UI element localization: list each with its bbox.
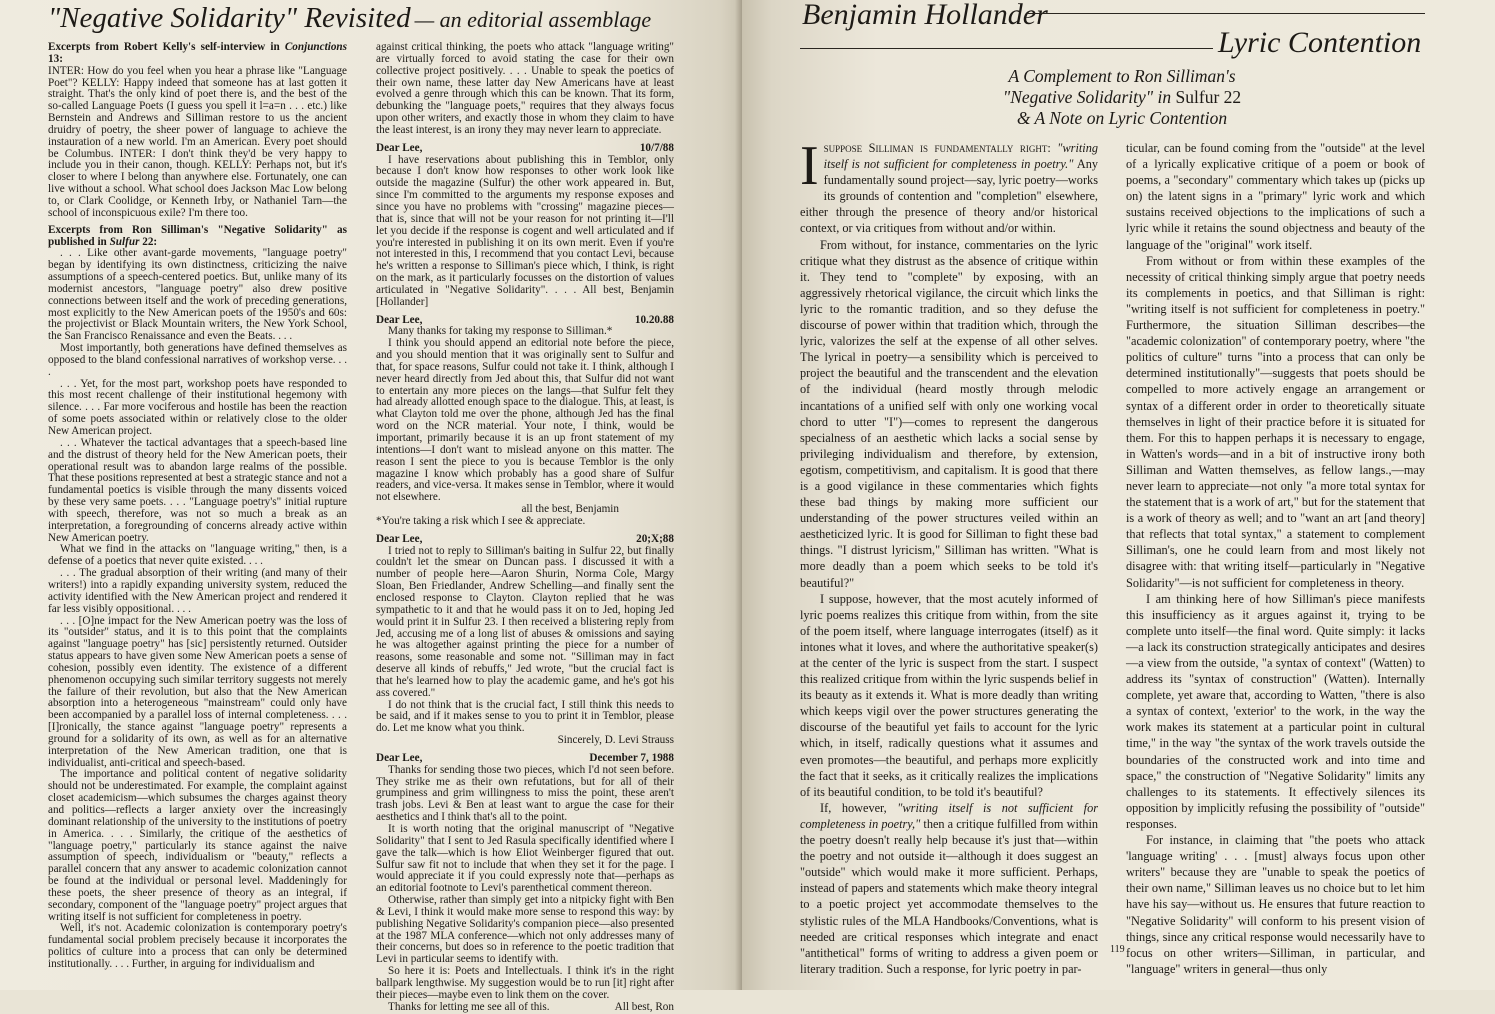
letter-1-header: [376, 143, 674, 155]
body-paragraph: I suppose, however, that the most acutely informed of lyric poems realizes this critique from within, from the site of the poem itself, where language interrogates (itself) as it intones what it loves, and where the authoritative speaker(s) at the center of the lyric is suspect from the start. I suspect this realized critique from within the lyric suspends belief in its beauty as it extends it. What is more deadly than writing which keeps vigil over the power structures generating the discourse of the beautiful yet fails to account for the lyric which, in itself, radically questions what it assumes and even promotes—the beautiful, and perhaps more explicitly the fact that it seeks, as it critically realizes the implications of its beautiful condition, to be told it's beautiful?: [800, 591, 1098, 799]
title-tail: — an editorial assemblage: [414, 7, 652, 32]
excerpt-paragraph: The importance and political content of negative solidarity should not be underestimated. For example, the complaint against closet academicism—which subsumes the charges against theory and politics—reflects a larger anxiety over the increasingly dominant relationship of the university to the institutions of poetry in America. . . . Similarly, the critique of the aesthetics of "language poetry," particularly its stance against the naive assumption of speech, individualism or "beauty," reflects a parallel concern that any answer to academic colonization cannot be found at the individual or personal level. Maddeningly for these poets, the sheer presence of theory as an integral, if secondary, component of the "language poetry" project argues that writing itself is not sufficient for completeness in poetry.: [48, 768, 347, 923]
title-rule: [800, 48, 1213, 49]
letter-body: I think you should append an editorial note before the piece, and you should mention that it was originally sent to Sulfur and that, for space reasons, Sulfur could not take it. I think, although I never heard directly from Jed about this, that Sulfur did not want to entertain any more pieces on the langs—that Sulfur felt they had already allotted enough space to the dialogue. This, at least, is what Clayton told me over the phone, although Jed has the final word on the NCR material. Your note, I think, would be important, primarily because it is an up front statement of my intentions—I don't want to mislead anyone on this matter. The reason I sent the piece to you is because Temblor is the only magazine I know which probably has a good share of Sulfur readers, and vice-versa. It makes sense in Temblor, where it would not elsewhere.: [376, 337, 674, 504]
letter-salutation: Dear Lee,: [376, 313, 423, 326]
letter-footnote: *You're taking a risk which I see & appreciate.: [376, 514, 586, 527]
letter-body: Thanks for sending those two pieces, which I'd not seen before. They strike me as their own refutations, but for all of their grumpiness and grim willingness to miss the point, these aren't trash jobs. Levi & Ben at least want to argue the case for their aesthetics and I think that's all to the point.: [376, 763, 674, 824]
letter-signature: Sincerely, D. Levi Strauss: [557, 734, 674, 747]
excerpt-paragraph: . . . The gradual absorption of their writing (and many of their writers!) into a rapidly expanding university system, reduced the activity identified with the New American project and rendered it far less visibly oppositional. . . .: [48, 567, 347, 615]
letter-body: It is worth noting that the original manuscript of "Negative Solidarity" that I sent to Jed Rasula specifically identified where I gave the talk—which is how Eliot Weinberger figured that out. Sulfur saw fit not to include that when they set it for the page. I would appreciate it if you could expressly note that—perhaps as an editorial footnote to Levi's parenthetical comment thereon.: [376, 823, 674, 895]
letter-body: I do not think that is the crucial fact, I still think this needs to be said, and if it makes sense to you to print it in Temblor, please do. Let me know what you think.: [376, 698, 674, 735]
editorial-title: [48, 2, 728, 34]
excerpt-paragraph: Well, it's not. Academic colonization is contemporary poetry's fundamental social problem precisely because it incorporates the politics of culture into a process that can only be determined institutionally. . . . Further, in arguing for individualism and: [48, 922, 347, 970]
letter-body: Many thanks for taking my response to Silliman.*: [388, 325, 613, 338]
right-column-2: [1126, 140, 1425, 977]
title-rule: [1027, 13, 1425, 14]
author-name: Benjamin Hollander: [802, 0, 1048, 31]
right-page: [742, 0, 1495, 990]
letter-signature: all the best, Benjamin: [521, 503, 619, 516]
body-paragraph: From without or from within these examples of the necessity of critical thinking simply argue that poetry needs its complements in poetics, and that Silliman is right: "writing itself is not sufficient for completeness in poetry." Furthermore, the situation Silliman describes—the "academic colonization" of contemporary poetry, where "the politics of culture" turns "into a process that can only be determined institutionally"—suggests that poets should be compelled to more actively engage an arrangement or syntax of a different order in order to theoretically situate themselves in light of their practice before it is situated for them. For this to happen perhaps it is necessary to engage, in Watten's words—and in a bit of instructive irony both Silliman and Watten themselves, as fellow langs.,—may never learn to appreciate—not only "a more total syntax for the statement that is a work of art," but for the statement that is a work of theory as well; and to "want an art [and theory] that reflects that total syntax," a statement to complement Silliman's, one he could learn from and most likely not disagree with: that writing itself—particularly in "Negative Solidarity"—is not sufficient for completeness in theory.: [1126, 253, 1425, 590]
body-paragraph: From without, for instance, commentaries on the lyric critique what they distrust as the absence of critique within it. They tend to "complete" by exposing, with an aggressively rhetorical vigilance, the circuit which links the lyric to the romantic tradition, and so they defuse the discourse of power within that tradition which, through the lyric, valorizes the self at the expense of all other selves. The lyrical in poetry—a sensibility which is perceived to project the beautiful and the transcendent and the elevation of the individual (heard mostly through melodic incantations of a unified self with only one working vocal chord to utter "I")—comes to represent the dangerous specialness of an aesthetic which lacks a social sense by privileging individualism and therefore, by extension, egotism, competitivism, and capitalism. It is good that there is a good vigilance in these commentaries which fights these bad things by making more sufficient our understanding of the power structures veiled within an aestheticized lyric. It is good for Silliman to fight these bad things. "I distrust lyricism," Silliman has written. "What is more deadly than a poem which seeks to be told it's beautiful?": [800, 237, 1098, 590]
letter-body: Otherwise, rather than simply get into a nitpicky fight with Ben & Levi, I think it would make more sense to respond this way: by publishing Negative Solidarity's companion piece—also presented at the 1987 MLA conference—which not only addresses many of their concerns, but does so in reference to the poetic tradition that Levi in particular seems to identify with.: [376, 894, 674, 966]
kelly-heading: Excerpts from Robert Kelly's self-interview in Conjunctions 13:: [48, 41, 347, 65]
letter-date: 10.20.88: [634, 313, 674, 326]
letter-salutation: Dear Lee,: [376, 532, 423, 545]
left-column-2: [376, 42, 674, 1014]
article-title: Lyric Contention: [1218, 26, 1422, 59]
title-main: "Negative Solidarity" Revisited: [48, 2, 411, 34]
letter-salutation: Dear Lee,: [376, 751, 423, 764]
excerpt-paragraph: . . . [O]ne impact for the New American poetry was the loss of its "outsider" status, and it is to this point that the complaints against "language poetry" has [sic] persistently returned. Outsider status appears to have given some New American poets a sense of cohesion, possibly even identity. The existence of a different phenomenon occupying such similar territory suggests not merely the failure of their revolution, but also that the New American absorption into a heterogeneous "mainstream" could only have been accompanied by a parallel loss of internal completeness. . . . [I]ronically, the stance against "language poetry" represents a ground for a solidarity of its own, as well as for an alternative interpretation of the New American tradition, one that is individualist, anti-critical and speech-based.: [48, 614, 347, 769]
body-paragraph: Isuppose Silliman is fundamentally right: "writing itself is not sufficient for completeness in poetry." Any fundamentally sound project—say, lyric poetry—works its grounds of contention and "completion" elsewhere, either through the presence of theory and/or historical context, or via critiques from without and/or within.: [800, 135, 1098, 236]
letter-4-header: [376, 753, 674, 765]
letter-signature: All best, Ron: [614, 1000, 674, 1013]
excerpt-paragraph: Most importantly, both generations have defined themselves as opposed to the bland confessional narratives of workshop verse. . . .: [48, 342, 347, 378]
article-subtitle: A Complement to Ron Silliman's "Negative Solidarity" in Sulfur 22 & A Note on Lyric Contention: [1002, 66, 1242, 128]
letter-date: 10/7/88: [639, 141, 674, 154]
body-paragraph: I am thinking here of how Silliman's piece manifests this insufficiency as it argues against it, trying to be complete unto itself—the final word. Quite simply: it lacks—a lack its construction strategically anticipates and desires—a view from the outside, "a syntax of context" (Watten) to address its "syntax of construction" (Watten). Internally complete, yet aware that, according to Watten, "there is also a syntax of context, 'exterior' to the work, in the way the work makes its statement at a particular point in cultural time," in the way "the syntax of the work travels outside the boundaries of the constructed work and into time and space," the construction of "Negative Solidarity" limits any challenges to its statements. It effectively silences its opposition by implicitly refusing the possibility of "outside" responses.: [1126, 591, 1425, 831]
silliman-heading: Excerpts from Ron Silliman's "Negative Solidarity" as published in Sulfur 22:: [48, 223, 347, 248]
excerpt-paragraph: . . . Whatever the tactical advantages that a speech-based line and the distrust of theory held for the New American poets, their operational result was to abandon large realms of the possible. That these positions represented at best a strategic stance and not a fundamental poetics is visible through the many dissents voiced by these very same poets. . . . "Language poetry's" initial rupture with speech, therefore, was not so much a break as an interpretation, a foregrounding of concerns already active within New American poetry.: [48, 436, 347, 544]
body-paragraph: ticular, can be found coming from the "outside" at the level of a lyrically explicative critique of a poem or book of poems, a "secondary" commentary which takes up (picks up on) the latent signs in a "primary" lyric work and which sustains received objections to the implications of such a lyric while it retains the sound objectness and beauty of the language of the "original" work itself.: [1126, 141, 1425, 252]
letter-salutation: Dear Lee,: [376, 141, 423, 154]
excerpt-paragraph: . . . Like other avant-garde movements, "language poetry" began by identifying its own distinctness, criticizing the naive assumptions of a speech-centered poetics. But, unlike many of its modernist ancestors, "language poetry" also drew positive connections between itself and the work of preceding generations, most explicitly to the New American poets of the 1950's and 60s: the projectivist or Black Mountain writers, the New York School, the San Francisco Renaissance and even the Beats. . . .: [48, 247, 347, 343]
letter-body: I tried not to reply to Silliman's baiting in Sulfur 22, but finally couldn't let the smear on Duncan pass. I discussed it with a number of people here—Aaron Shurin, Norma Cole, Margy Sloan, Ben Friedlander, Andrew Schelling—and finally sent the enclosed response to Clayton. Clayton replied that he was sympathetic to it and that he would pass it on to Jed, hoping Jed would print it in Sulfur 23. I then received a blistering reply from Jed, accusing me of a long list of abuses & omissions and saying he was altogether against printing the piece for a number of reasons, some reasonable and some not. "Silliman may in fact deserve all kinds of rebuffs," Jed wrote, "but the crucial fact is that he's learned how to play the academic game, and he's got his ass covered.": [376, 544, 674, 699]
letter-3-header: [376, 534, 674, 546]
body-paragraph: If, however, "writing itself is not sufficient for completeness in poetry," then a critique fulfilled from within the poetry doesn't really help because it's just that—within the poetry and not outside it—although it does suggest an "outside" which would make it more sufficient. Perhaps, instead of papers and statements which make theory integral to a poetic project yet accommodate themselves to the stylistic rules of the MLA Handbooks/Conventions, what is needed are critical responses which integrate and enact "antithetical" forms of writing to address a given poem or literary tradition. Such a response, for lyric poetry in par-: [800, 800, 1099, 976]
excerpt-continuation: against critical thinking, the poets who attack "language writing" are virtually forced to avoid stating the case for their own collective project positively. . . . Unable to speak the poetics of their own name, these latter day New Americans have at least evolved a genre through which this can be known. That its form, debunking the "language poets," requires that they always focus upon other writers, and exactly those in whom they claim to have the least interest, is an irony they may never learn to appreciate.: [376, 41, 674, 136]
letter-date: December 7, 1988: [589, 751, 674, 764]
letter-date: 20;X;88: [636, 532, 674, 545]
letter-closing: Thanks for letting me see all of this. All best, Ron: [388, 1000, 674, 1013]
excerpt-paragraph: . . . Yet, for the most part, workshop poets have responded to this most recent challenge of their institutional hegemony with silence. . . . Far more vociferous and hostile has been the reaction of some poets associated within or relatively close to the older New American project.: [48, 377, 347, 437]
drop-cap: I: [800, 135, 819, 197]
left-page: [0, 0, 742, 1013]
excerpt-paragraph: What we find in the attacks on "language writing," then, is a defense of a poetics that never quite existed. . . .: [48, 543, 347, 568]
left-column-1: [48, 42, 347, 971]
body-paragraph: For instance, in claiming that "the poets who attack 'language writing' . . . [must] always focus upon other writers" because they are "unable to speak the poetics of their own name," Silliman leaves us no choice but to let him have his say—without us. He ensures that future reaction to "Negative Solidarity" will conform to his present vision of things, since any critical response would necessarily have to focus on other writers—Silliman, in particular, and "language" writers in general—thus only: [1126, 833, 1425, 976]
right-column-1: [800, 135, 1099, 977]
letter-body: So here it is: Poets and Intellectuals. I think it's in the right ballpark lengthwise. My suggestion would be to run [it] right after their pieces—maybe even to link them on the cover.: [376, 965, 674, 1001]
letter-body: I have reservations about publishing this in Temblor, only because I don't know how responses to other work look like outside the magazine (Sulfur) the other work appeared in. But, since I'm committed to the arguments my response exposes and since you have no problems with "crossing" magazine pieces—that is, since that will not be your reason for not printing it—I'll let you decide if the response is cogent and well articulated and if you're interested in publishing it on its own merit. Even if you're not interested in this, I recommend that you contact Levi, because he's written a response to Silliman's piece which, I think, is right on the mark, as it particularly focusses on the distortion of values articulated in "Negative Solidarity". . . . All best, Benjamin [Hollander]: [376, 153, 674, 308]
kelly-interview: INTER: How do you feel when you hear a phrase like "Language Poet"? KELLY: Happy indeed that someone has at last gotten it straight. That's the only kind of poet there is, and the best of the so-called Language Poets (I guess you spell it l=a=n . . . etc.) like Bernstein and Andrews and Silliman restore to us the ancient druidry of poetry, the sheer power of language to achieve the instauration of a new world. I'm an American. Every poet should be Columbus. INTER: I don't think they'd be very happy to include you in their canon, though. KELLY: Perhaps not, but it's closer to where I belong than anywhere else. Fortunately, one can live without a school. What school does Jackson Mac Low belong to, or Clark Coolidge, or Kenneth Irby, or Nathaniel Tarn—the school of inconspicuous exile? I'm there too.: [48, 64, 347, 219]
page-number: 119: [1110, 944, 1125, 955]
